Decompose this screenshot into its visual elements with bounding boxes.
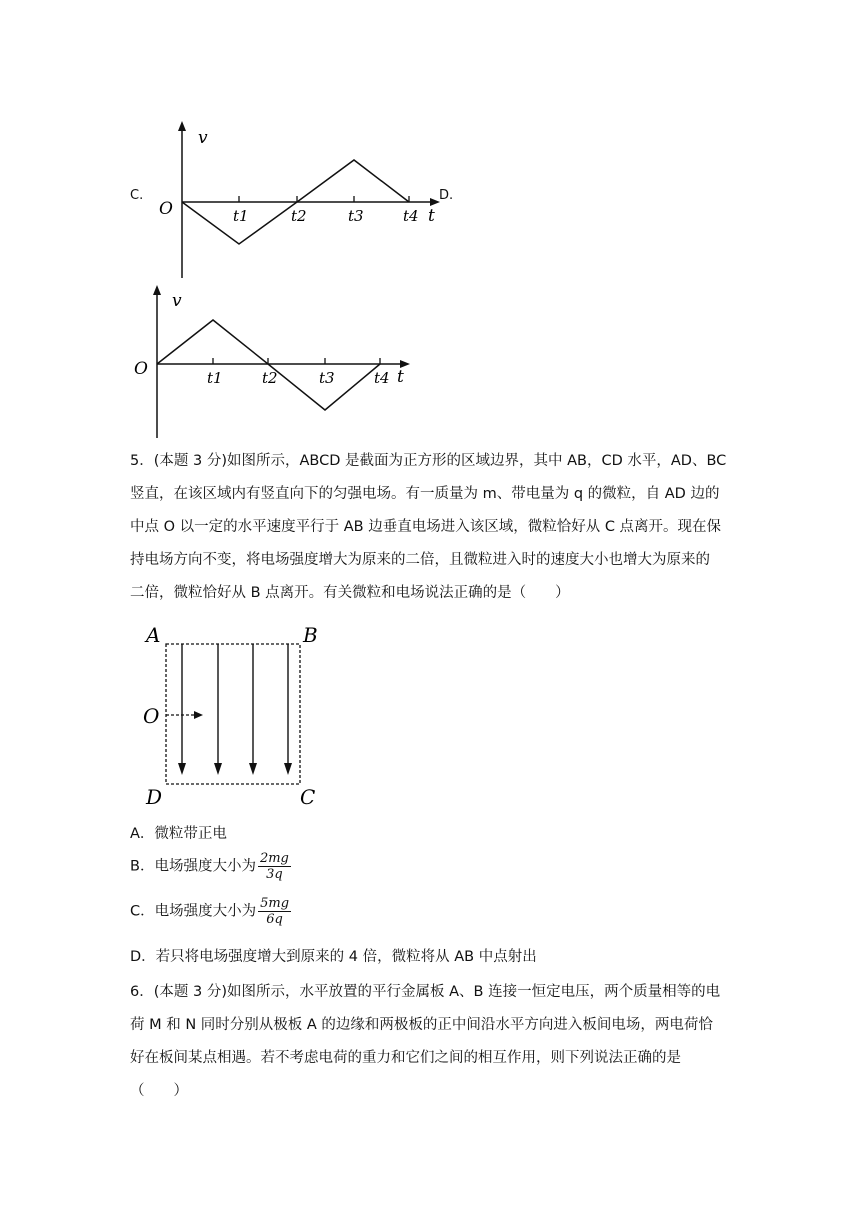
q5-line-5: 二倍，微粒恰好从 B 点离开。有关微粒和电场说法正确的是（ ） [130,585,570,601]
tick-label-t3: t3 [319,369,335,387]
corner-label-c: C [300,785,316,809]
option-b [130,851,291,882]
option-b-numerator: 2mg [259,851,289,866]
point-label-o: O [143,704,160,728]
y-axis-label: v [172,291,182,311]
option-a: A．微粒带正电 [130,826,227,842]
q6-line-2: 荷 M 和 N 同时分别从极板 A 的边缘和两极板的正中间沿水平方向进入板间电场，两电荷恰 [130,1017,713,1033]
x-axis-label: t [428,206,435,226]
y-axis-arrow [178,121,186,131]
option-b-fraction [258,851,291,882]
option-d-label: D. [439,188,454,203]
q5-line-2: 竖直，在该区域内有竖直向下的匀强电场。有一质量为 m、带电量为 q 的微粒，自 AD 边的 [130,486,720,502]
field-lines [182,644,288,765]
q5-line-4: 持电场方向不变，将电场强度增大为原来的二倍，且微粒进入时的速度大小也增大为原来的 [130,552,710,568]
tick-label-t4: t4 [374,369,390,387]
option-c-fraction [258,896,291,927]
q6-line-3: 好在板间某点相遇。若不考虑电荷的重力和它们之间的相互作用，则下列说法正确的是 [130,1050,681,1066]
tick-label-t4: t4 [403,207,419,225]
option-c-numerator: 5mg [260,896,290,911]
velocity-arrowhead [194,711,203,719]
velocity-time-graph-c [150,118,450,283]
option-b-text: B．电场强度大小为 [130,858,256,875]
q6-line-4: （ ） [130,1083,188,1099]
origin-label: O [159,199,173,219]
corner-label-b: B [303,623,318,647]
tick-label-t1: t1 [233,207,249,225]
electric-field-square-diagram [140,622,325,812]
tick-label-t2: t2 [291,207,307,225]
field-arrowheads [178,763,292,775]
origin-label: O [134,359,148,379]
option-c-text: C．电场强度大小为 [130,903,257,920]
tick-label-t2: t2 [262,369,278,387]
square-boundary [166,644,300,784]
tick-label-t3: t3 [348,207,364,225]
option-c-denominator: 6q [266,912,283,927]
option-c [130,896,291,927]
y-axis-label: v [198,128,208,148]
corner-label-a: A [146,623,161,647]
y-axis-arrow [153,285,161,295]
velocity-curve [157,320,380,410]
tick-label-t1: t1 [207,369,223,387]
q5-line-3: 中点 O 以一定的水平速度平行于 AB 边垂直电场进入该区域，微粒恰好从 C 点离开。现在保 [130,519,722,535]
option-d: D．若只将电场强度增大到原来的 4 倍，微粒将从 AB 中点射出 [130,949,537,965]
corner-label-d: D [146,785,163,809]
x-axis-arrow [430,198,440,206]
velocity-time-graph-d [125,282,425,442]
option-b-denominator: 3q [266,867,283,882]
q5-line-1: 5．(本题 3 分)如图所示，ABCD 是截面为正方形的区域边界，其中 AB，CD 水平，AD、BC [130,453,727,469]
x-axis-label: t [397,367,404,387]
option-c-label: C. [130,188,144,203]
q6-line-1: 6．(本题 3 分)如图所示，水平放置的平行金属板 A、B 连接一恒定电压，两个质量相等的电 [130,984,721,1000]
